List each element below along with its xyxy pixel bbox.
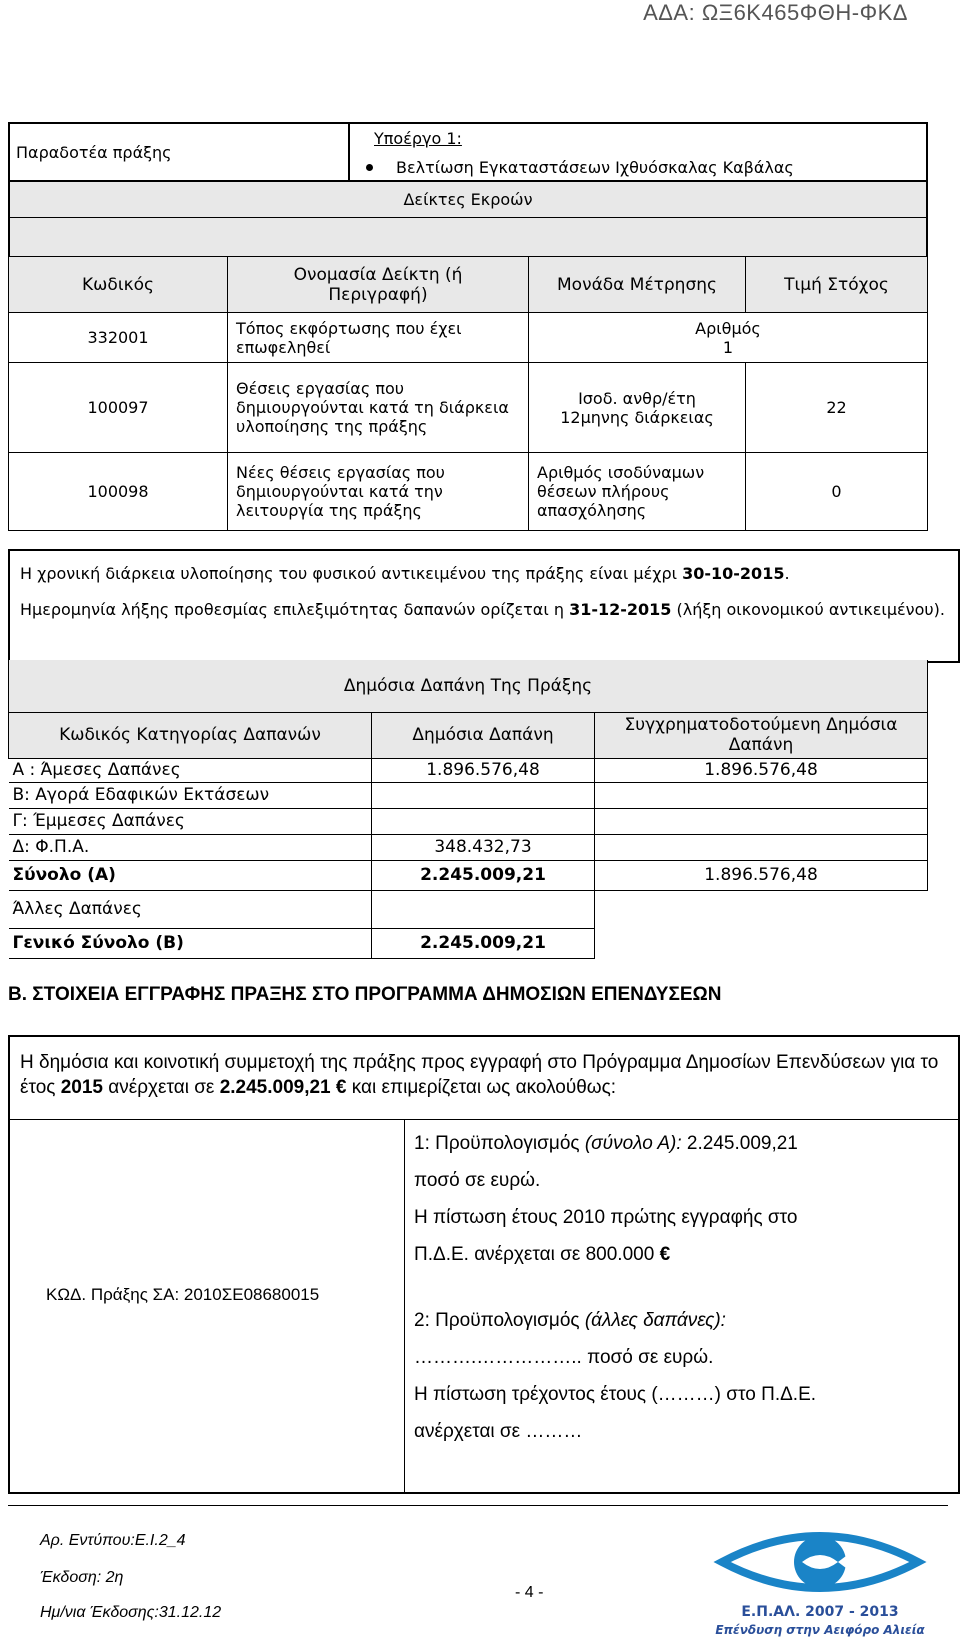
duration-line-2: Ημερομηνία λήξης προθεσμίας επιλεξιμότητας δαπανών ορίζεται η 31-12-2015 (λήξη οικονομικού αντικειμένου). xyxy=(20,600,945,619)
euro-icon: € xyxy=(659,1244,671,1265)
deliverables-label: Παραδοτέα πράξης xyxy=(9,123,349,181)
indicators-title: Δείκτες Εκροών xyxy=(9,181,927,217)
total-a-row: Σύνολο (Α) 2.245.009,21 1.896.576,48 xyxy=(9,860,928,890)
table-row: Γ: Έμμεσες Δαπάνες xyxy=(9,808,928,834)
table-row: Δ: Φ.Π.Α. 348.432,73 xyxy=(9,834,928,860)
header-name: Ονομασία Δείκτη (ή Περιγραφή) xyxy=(228,257,529,313)
header-unit: Μονάδα Μέτρησης xyxy=(529,257,746,313)
logo-title: Ε.Π.ΑΛ. 2007 - 2013 xyxy=(741,1604,899,1620)
footer-form: Αρ. Εντύπου:Ε.Ι.2_4 xyxy=(40,1532,186,1549)
footer-rule xyxy=(8,1505,948,1506)
table-row: Β: Αγορά Εδαφικών Εκτάσεων xyxy=(9,782,928,808)
project-code: ΚΩΔ. Πράξης ΣΑ: 2010ΣΕ08680015 xyxy=(46,1285,320,1304)
table-row: 332001 Τόπος εκφόρτωσης που έχει επωφεληθεί Αριθμός 1 xyxy=(9,313,928,363)
header-public: Δημόσια Δαπάνη xyxy=(372,712,595,758)
subproject-cell xyxy=(349,123,927,181)
budget-2: 2: Προϋπολογισμός (άλλες δαπάνες): ……….…………….. ποσό σε ευρώ. Η πίστωση τρέχοντος έτους (………) στο Π.Δ.Ε. ανέρχεται σε ……… xyxy=(414,1310,817,1442)
subproject-label: Υποέργο 1: xyxy=(374,129,462,148)
duration-box xyxy=(8,549,960,663)
footer-edition: Έκδοση: 2η xyxy=(40,1569,124,1586)
header-code: Κωδικός xyxy=(9,257,228,313)
register-intro: Η δημόσια και κοινοτική συμμετοχή της πράξης προς εγγραφή στο Πρόγραμμα Δημοσίων Επενδύσεων για το έτος 2015 ανέρχεται σε 2.245.009,21 € και επιμερίζεται ως ακολούθως: xyxy=(20,1052,939,1098)
budget-1: 1: Προϋπολογισμός (σύνολο Α): 2.245.009,21 ποσό σε ευρώ. Η πίστωση έτους 2010 πρώτης εγγραφής στο Π.Δ.Ε. ανέρχεται σε 800.000 € xyxy=(414,1133,798,1265)
grand-total-row: Γενικό Σύνολο (Β) 2.245.009,21 xyxy=(9,928,928,958)
header-category: Κωδικός Κατηγορίας Δαπανών xyxy=(9,712,372,758)
other-row: Άλλες Δαπάνες xyxy=(9,890,928,928)
expenses-title: Δημόσια Δαπάνη Της Πράξης xyxy=(9,660,928,712)
epal-logo xyxy=(710,1520,930,1640)
table-row: 100098 Νέες θέσεις εργασίας που δημιουργούνται κατά την λειτουργία της πράξης Αριθμός ισοδύναμων θέσεων πλήρους απασχόλησης 0 xyxy=(9,453,928,531)
expenses-table xyxy=(8,660,928,959)
eye-logo-icon xyxy=(710,1520,930,1602)
header-cofunded: Συγχρηματοδοτούμενη Δημόσια Δαπάνη xyxy=(595,712,928,758)
page-number: - 4 - xyxy=(515,1584,544,1601)
header-target: Τιμή Στόχος xyxy=(746,257,928,313)
table-row: 100097 Θέσεις εργασίας που δημιουργούνται κατά τη διάρκεια υλοποίησης της πράξης Ισοδ. ανθρ/έτη 12μηνης διάρκειας 22 xyxy=(9,363,928,453)
bullet-icon xyxy=(366,164,373,171)
register-box xyxy=(8,1035,960,1494)
table-row: Α : Άμεσες Δαπάνες 1.896.576,48 1.896.576,48 xyxy=(9,758,928,782)
logo-subtitle: Επένδυση στην Αειφόρο Αλιεία xyxy=(715,1623,925,1637)
duration-line-1: Η χρονική διάρκεια υλοποίησης του φυσικού αντικειμένου της πράξης είναι μέχρι 30-10-2015. xyxy=(20,564,790,583)
euro-icon: € xyxy=(335,1077,347,1098)
ada-code: ΑΔΑ: ΩΞ6Κ465ΦΘΗ-ΦΚΔ xyxy=(643,0,908,25)
indicators-table xyxy=(8,256,928,531)
subproject-bullet: Βελτίωση Εγκαταστάσεων Ιχθυόσκαλας Καβάλας xyxy=(374,158,926,177)
footer-date: Ημ/νια Έκδοσης:31.12.12 xyxy=(40,1604,222,1621)
deliverables-table xyxy=(8,122,928,258)
section-b-title: Β. ΣΤΟΙΧΕΙΑ ΕΓΓΡΑΦΗΣ ΠΡΑΞΗΣ ΣΤΟ ΠΡΟΓΡΑΜΜΑ ΔΗΜΟΣΙΩΝ ΕΠΕΝΔΥΣΕΩΝ xyxy=(8,984,722,1005)
